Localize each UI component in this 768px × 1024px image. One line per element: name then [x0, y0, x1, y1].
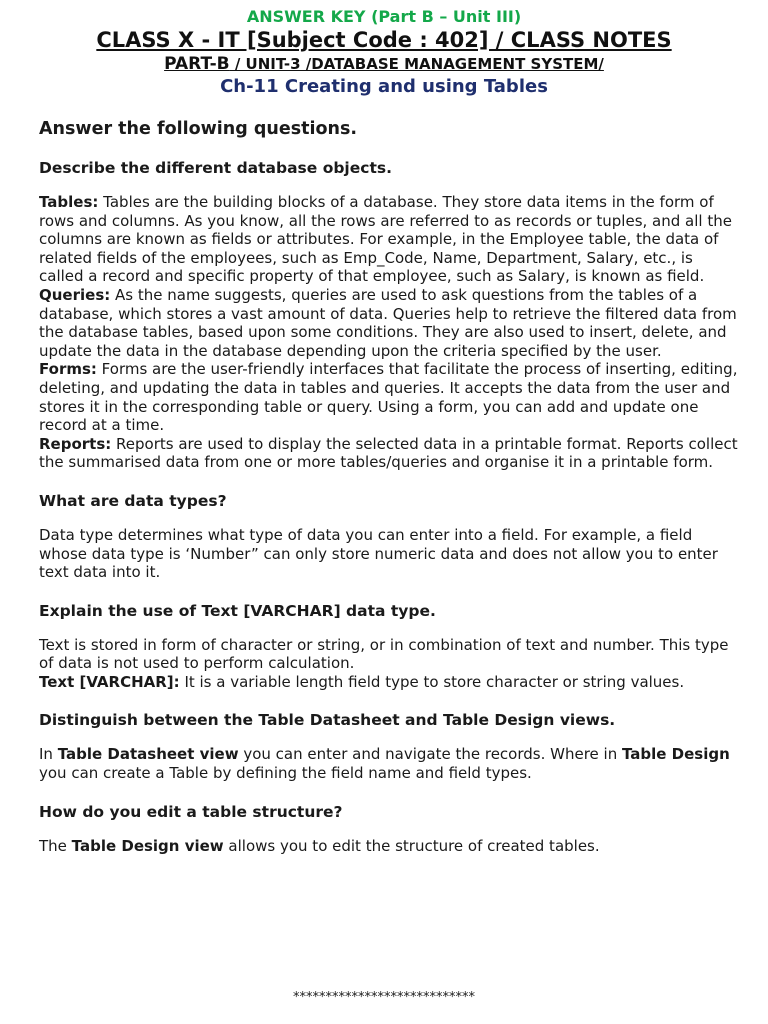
- content-body: [39, 116, 739, 873]
- question-edit-structure: How do you edit a table structure?: [39, 802, 343, 821]
- part-label: PART-B: [164, 54, 230, 74]
- instruction-heading: Answer the following questions.: [39, 119, 358, 139]
- tables-paragraph: [39, 193, 739, 286]
- answer-text-varchar: [39, 636, 739, 692]
- table-design-text: you can create a Table by defining the field name and field types.: [39, 764, 532, 783]
- answer-datasheet-vs-design: [39, 745, 739, 782]
- design-view-text: allows you to edit the structure of created tables.: [223, 836, 600, 855]
- queries-paragraph: [39, 286, 739, 360]
- question-datasheet-vs-design: Distinguish between the Table Datasheet and Table Design views.: [39, 711, 616, 730]
- reports-term: Reports:: [39, 434, 112, 453]
- reports-text: Reports are used to display the selected data in a printable format. Reports collect the summarised data from one or more tables/queries and organise it in a printable form.: [39, 434, 738, 472]
- forms-paragraph: [39, 360, 739, 434]
- answer-database-objects: [39, 193, 739, 472]
- queries-term: Queries:: [39, 285, 111, 304]
- question-text-varchar: Explain the use of Text [VARCHAR] data type.: [39, 601, 436, 620]
- unit-label: / UNIT-3 /DATABASE MANAGEMENT SYSTEM/: [229, 55, 604, 73]
- footer-stars: ****************************: [293, 990, 475, 1005]
- text-varchar-intro: Text is stored in form of character or string, or in combination of text and number. This type of data is not used to perform calculation.: [39, 635, 729, 673]
- datasheet-view-text: you can enter and navigate the records. Where in: [238, 745, 622, 764]
- chapter-title: Ch-11 Creating and using Tables: [220, 76, 548, 97]
- reports-paragraph: [39, 435, 739, 472]
- tables-text: Tables are the building blocks of a database. They store data items in the form of rows and columns. As you know, all the rows are referred to as records or tuples, and all the columns are known as fields or attributes. For example, in the Employee table, the data of related fields of the employees, such as Emp_Code, Name, Department, Salary, etc., is called a record and specific property of that employee, such as Salary, is known as field.: [39, 193, 732, 286]
- part-unit-heading: [0, 54, 768, 74]
- question-database-objects: Describe the different database objects.: [39, 159, 392, 177]
- answer-in: In: [39, 745, 58, 764]
- answer-key-heading: ANSWER KEY (Part B – Unit III): [246, 7, 522, 26]
- queries-text: As the name suggests, queries are used to ask questions from the tables of a database, which stores a vast amount of data. Queries help to retrieve the filtered data from the database tables, based upon some conditions. They are also used to insert, delete, and update the data in the database depending upon the criteria specified by the user.: [39, 285, 737, 360]
- tables-term: Tables:: [39, 193, 99, 211]
- text-varchar-definition: [39, 673, 739, 692]
- answer-edit-structure: [39, 837, 739, 856]
- question-data-types: What are data types?: [39, 491, 227, 510]
- table-design-term: Table Design: [621, 745, 730, 764]
- design-view-term: Table Design view: [71, 836, 224, 855]
- text-varchar-term: Text [VARCHAR]:: [39, 672, 180, 691]
- text-varchar-term-text: It is a variable length field type to store character or string values.: [179, 672, 685, 691]
- forms-text: Forms are the user-friendly interfaces that facilitate the process of inserting, editing, deleting, and updating the data in tables and queries. It accepts the data from the user and stores it in the corresponding table or query. Using a form, you can add and update one record at a time.: [39, 360, 738, 435]
- datasheet-view-term: Table Datasheet view: [57, 745, 239, 764]
- answer-the: The: [39, 836, 72, 855]
- forms-term: Forms:: [39, 360, 97, 379]
- answer-data-types: Data type determines what type of data you can enter into a field. For example, a field whose data type is ‘Number” can only store numeric data and does not allow you to enter text data into it.: [39, 525, 718, 582]
- class-title: CLASS X - IT [Subject Code : 402] / CLASS NOTES: [96, 28, 672, 52]
